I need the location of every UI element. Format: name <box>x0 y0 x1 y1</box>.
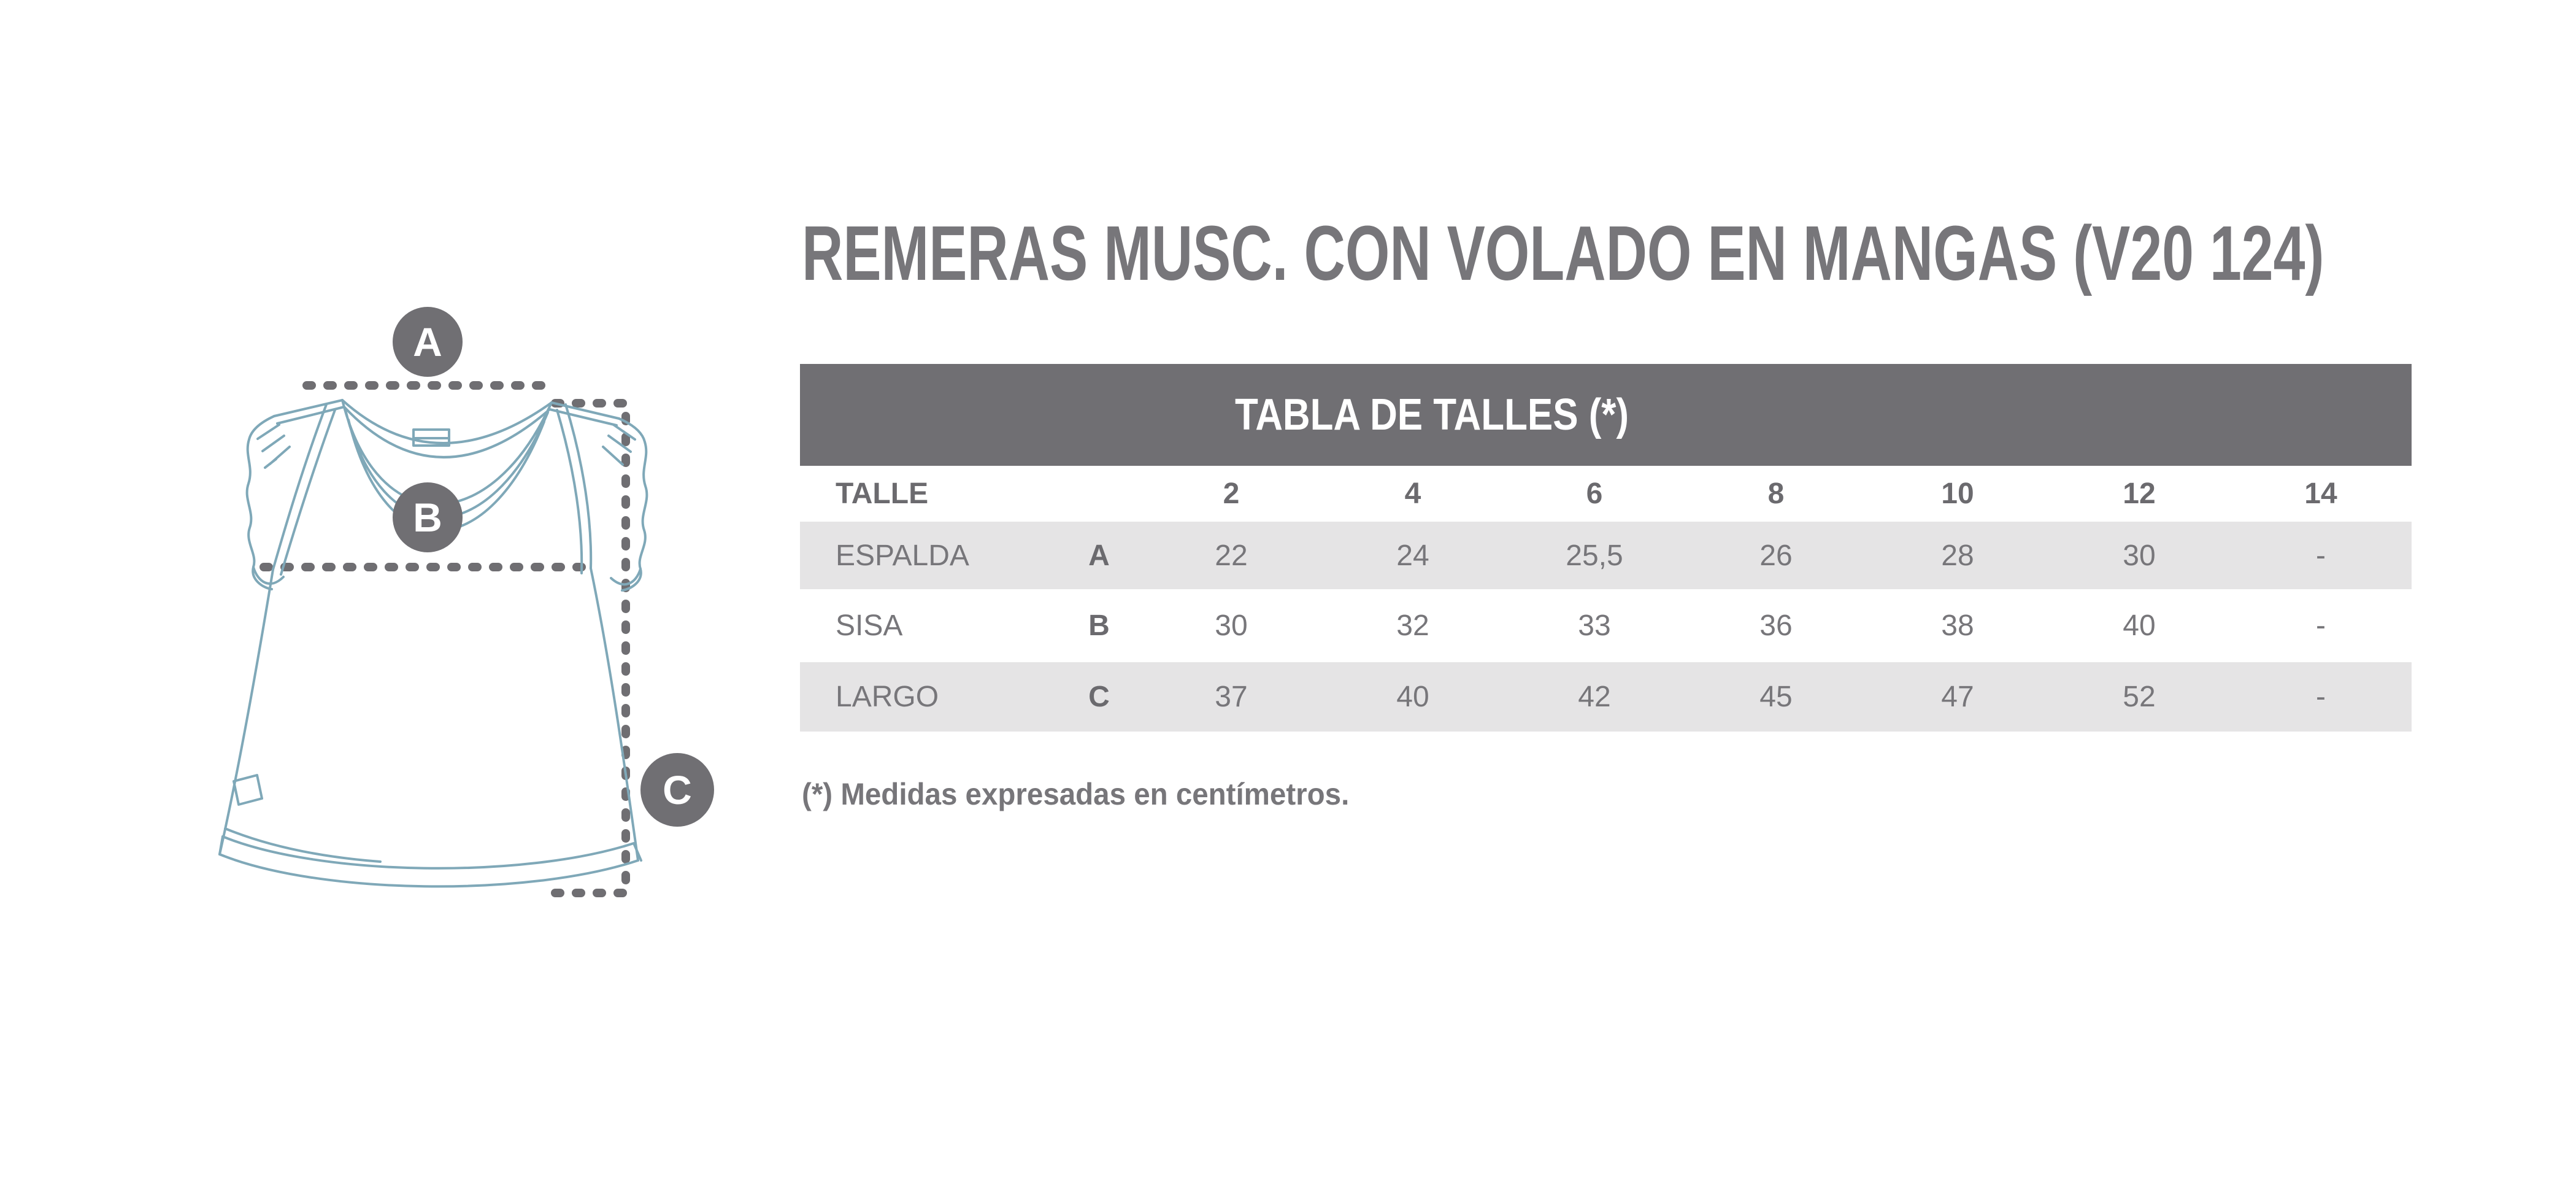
marker-c <box>640 753 714 827</box>
care-tag <box>234 775 262 805</box>
value-cell: 37 <box>1215 681 1248 713</box>
size-col-10: 10 <box>1941 477 1974 510</box>
value-cell: 45 <box>1759 681 1793 713</box>
row-letter: B <box>1088 609 1110 642</box>
value-cell: - <box>2316 609 2326 642</box>
value-cell: 38 <box>1941 609 1974 642</box>
row-label: SISA <box>836 609 903 642</box>
left-sleeve-gathers <box>258 425 290 468</box>
marker-b-label: B <box>413 495 442 540</box>
value-cell: 30 <box>1215 609 1248 642</box>
size-col-14: 14 <box>2304 477 2337 510</box>
size-col-2: 2 <box>1223 477 1240 510</box>
value-cell: 24 <box>1396 539 1429 572</box>
value-cell: 26 <box>1759 539 1793 572</box>
hem-inner-line <box>223 836 641 868</box>
footnote <box>802 776 1378 812</box>
size-col-4: 4 <box>1404 477 1421 510</box>
table-row-sizes <box>800 466 2412 522</box>
marker-a-label: A <box>413 319 442 365</box>
value-cell: 28 <box>1941 539 1974 572</box>
size-col-8: 8 <box>1767 477 1785 510</box>
value-cell: 52 <box>2123 681 2156 713</box>
value-cell: 25,5 <box>1566 539 1623 572</box>
right-armhole-seam <box>557 404 591 573</box>
size-table <box>800 364 2412 732</box>
marker-b <box>393 482 463 552</box>
size-col-6: 6 <box>1586 477 1603 510</box>
value-cell: 42 <box>1578 681 1611 713</box>
table-header-bar <box>800 364 2412 466</box>
row-letter: A <box>1088 539 1110 572</box>
right-sleeve-gathers <box>603 425 635 465</box>
right-side-seam <box>591 568 638 860</box>
value-cell: 33 <box>1578 609 1611 642</box>
footnote-text: (*) Medidas expresadas en centímetros. <box>802 777 1350 811</box>
value-cell: 30 <box>2123 539 2156 572</box>
measure-bracket-c <box>555 403 626 893</box>
garment-drawing <box>202 282 755 970</box>
page-title-text: REMERAS MUSC. CON VOLADO EN MANGAS (V20 124) <box>802 210 2324 296</box>
table-row-largo <box>800 662 2412 732</box>
value-cell: 47 <box>1941 681 1974 713</box>
table-row-sisa <box>800 589 2412 662</box>
table-header-label: TABLA DE TALLES (*) <box>1234 390 1629 439</box>
row-label: LARGO <box>836 681 939 713</box>
value-cell: 36 <box>1759 609 1793 642</box>
page-title <box>802 210 2576 296</box>
value-cell: 40 <box>1396 681 1429 713</box>
value-cell: 40 <box>2123 609 2156 642</box>
row-letter: C <box>1088 681 1110 713</box>
value-cell: 32 <box>1396 609 1429 642</box>
value-cell: - <box>2316 681 2326 713</box>
size-col-12: 12 <box>2123 477 2156 510</box>
row-label: ESPALDA <box>836 539 969 572</box>
value-cell: 22 <box>1215 539 1248 572</box>
hem-left-edge <box>220 836 223 854</box>
marker-a <box>393 307 463 377</box>
left-armhole-seam <box>273 404 335 574</box>
marker-c-label: C <box>663 767 692 813</box>
value-cell: - <box>2316 539 2326 572</box>
left-side-seam <box>220 570 273 854</box>
size-row-label: TALLE <box>836 477 929 510</box>
hem-curve <box>220 854 638 886</box>
table-row-espalda <box>800 522 2412 589</box>
